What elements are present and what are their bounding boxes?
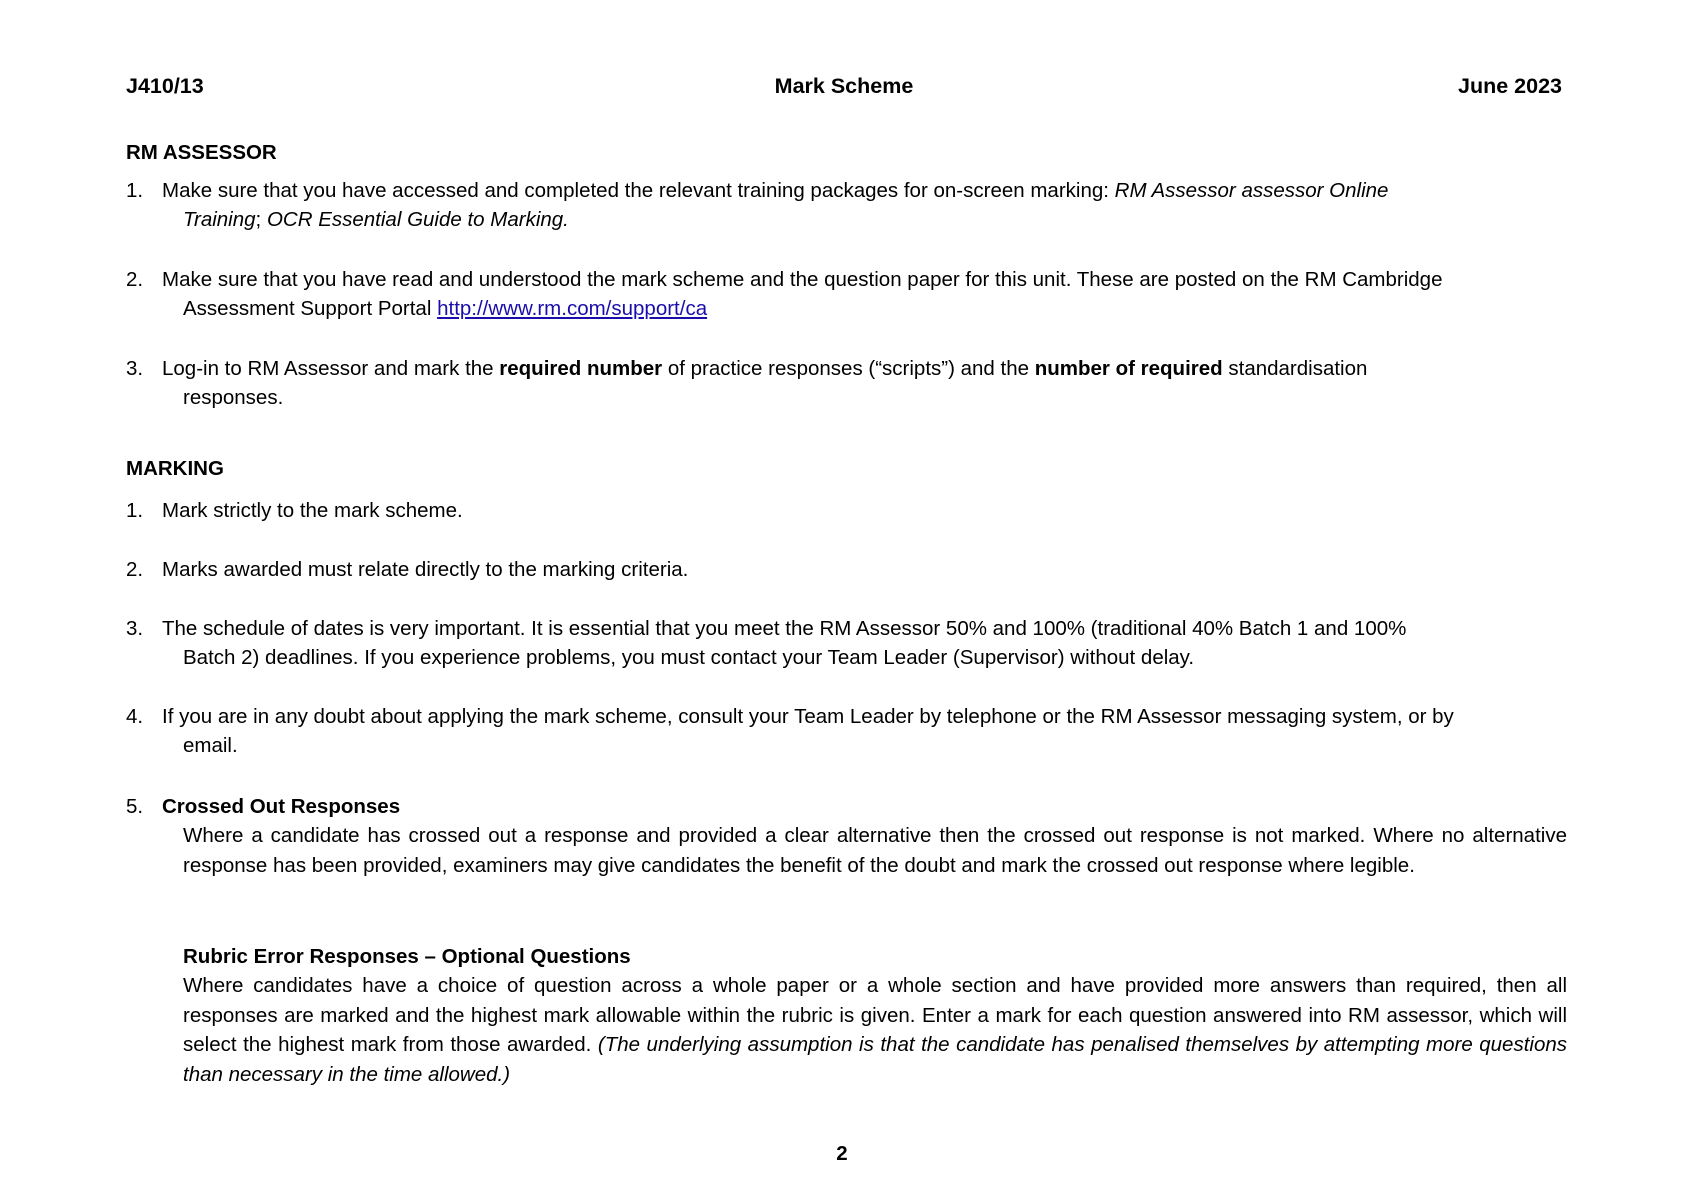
page-header [126,74,1562,104]
rubric-heading: Rubric Error Responses – Optional Questions [183,945,631,968]
list-item [126,176,1566,234]
item-number: 4. [126,705,144,728]
list-item [126,265,1566,323]
support-portal-link[interactable]: http://www.rm.com/support/ca [437,297,708,320]
item-number: 3. [126,357,144,380]
item-number: 5. [126,795,144,818]
list-item [126,555,1566,584]
section-heading-marking: MARKING [126,457,224,480]
item-number: 2. [126,558,144,581]
item-line: email. [183,734,238,757]
crossed-out-responses-body: Where a candidate has crossed out a response and provided a clear alternative then the crossed out response is not marked. Where no alternative response has been provided, examiners may give candidates the benefit of the doubt and mark the crossed out response where legible. [183,824,1567,877]
rubric-body: Where candidates have a choice of question across a whole paper or a whole section and have provided more answers than required, then all responses are marked and the highest mark allowable within the rubric is given. Enter a mark for each question answered into RM assessor, which will select the highest mark from those awarded. (The underlying assumption is that the candidate has penalised themselves by attempting more questions than necessary in the time allowed.) [183,974,1568,1086]
item-line: Make sure that you have accessed and completed the relevant training packages for on-screen marking: RM Assessor assessor Online [162,179,1389,202]
page-number: 2 [836,1142,848,1165]
list-item [126,614,1566,672]
list-item [126,496,1566,525]
exam-date: June 2023 [1458,74,1562,98]
item-number: 3. [126,617,144,640]
item-number: 1. [126,179,144,202]
list-item [126,792,1566,821]
item-line: Assessment Support Portal http://www.rm.com/support/ca [183,297,708,320]
item-line: If you are in any doubt about applying the mark scheme, consult your Team Leader by telephone or the RM Assessor messaging system, or by [162,705,1454,728]
section-heading-rm-assessor: RM ASSESSOR [126,141,277,164]
document-title: Mark Scheme [774,74,914,98]
list-item [126,702,1566,760]
paper-code: J410/13 [126,74,204,98]
item-line: Log-in to RM Assessor and mark the required number of practice responses (“scripts”) and the number of required standardisation [162,357,1368,380]
item-number: 2. [126,268,144,291]
list-item [126,354,1566,412]
item-heading: Crossed Out Responses [162,795,401,818]
item-line: The schedule of dates is very important. It is essential that you meet the RM Assessor 50% and 100% (traditional 40% Batch 1 and 100% [162,617,1407,640]
item-line: Make sure that you have read and understood the mark scheme and the question paper for this unit. These are posted on the RM Cambridge [162,268,1443,291]
item-line: Training; OCR Essential Guide to Marking. [183,208,569,231]
item-line: Mark strictly to the mark scheme. [162,499,463,522]
item-line: responses. [183,386,284,409]
item-number: 1. [126,499,144,522]
item-line: Batch 2) deadlines. If you experience problems, you must contact your Team Leader (Supervisor) without delay. [183,646,1195,669]
item-line: Marks awarded must relate directly to the marking criteria. [162,558,689,581]
